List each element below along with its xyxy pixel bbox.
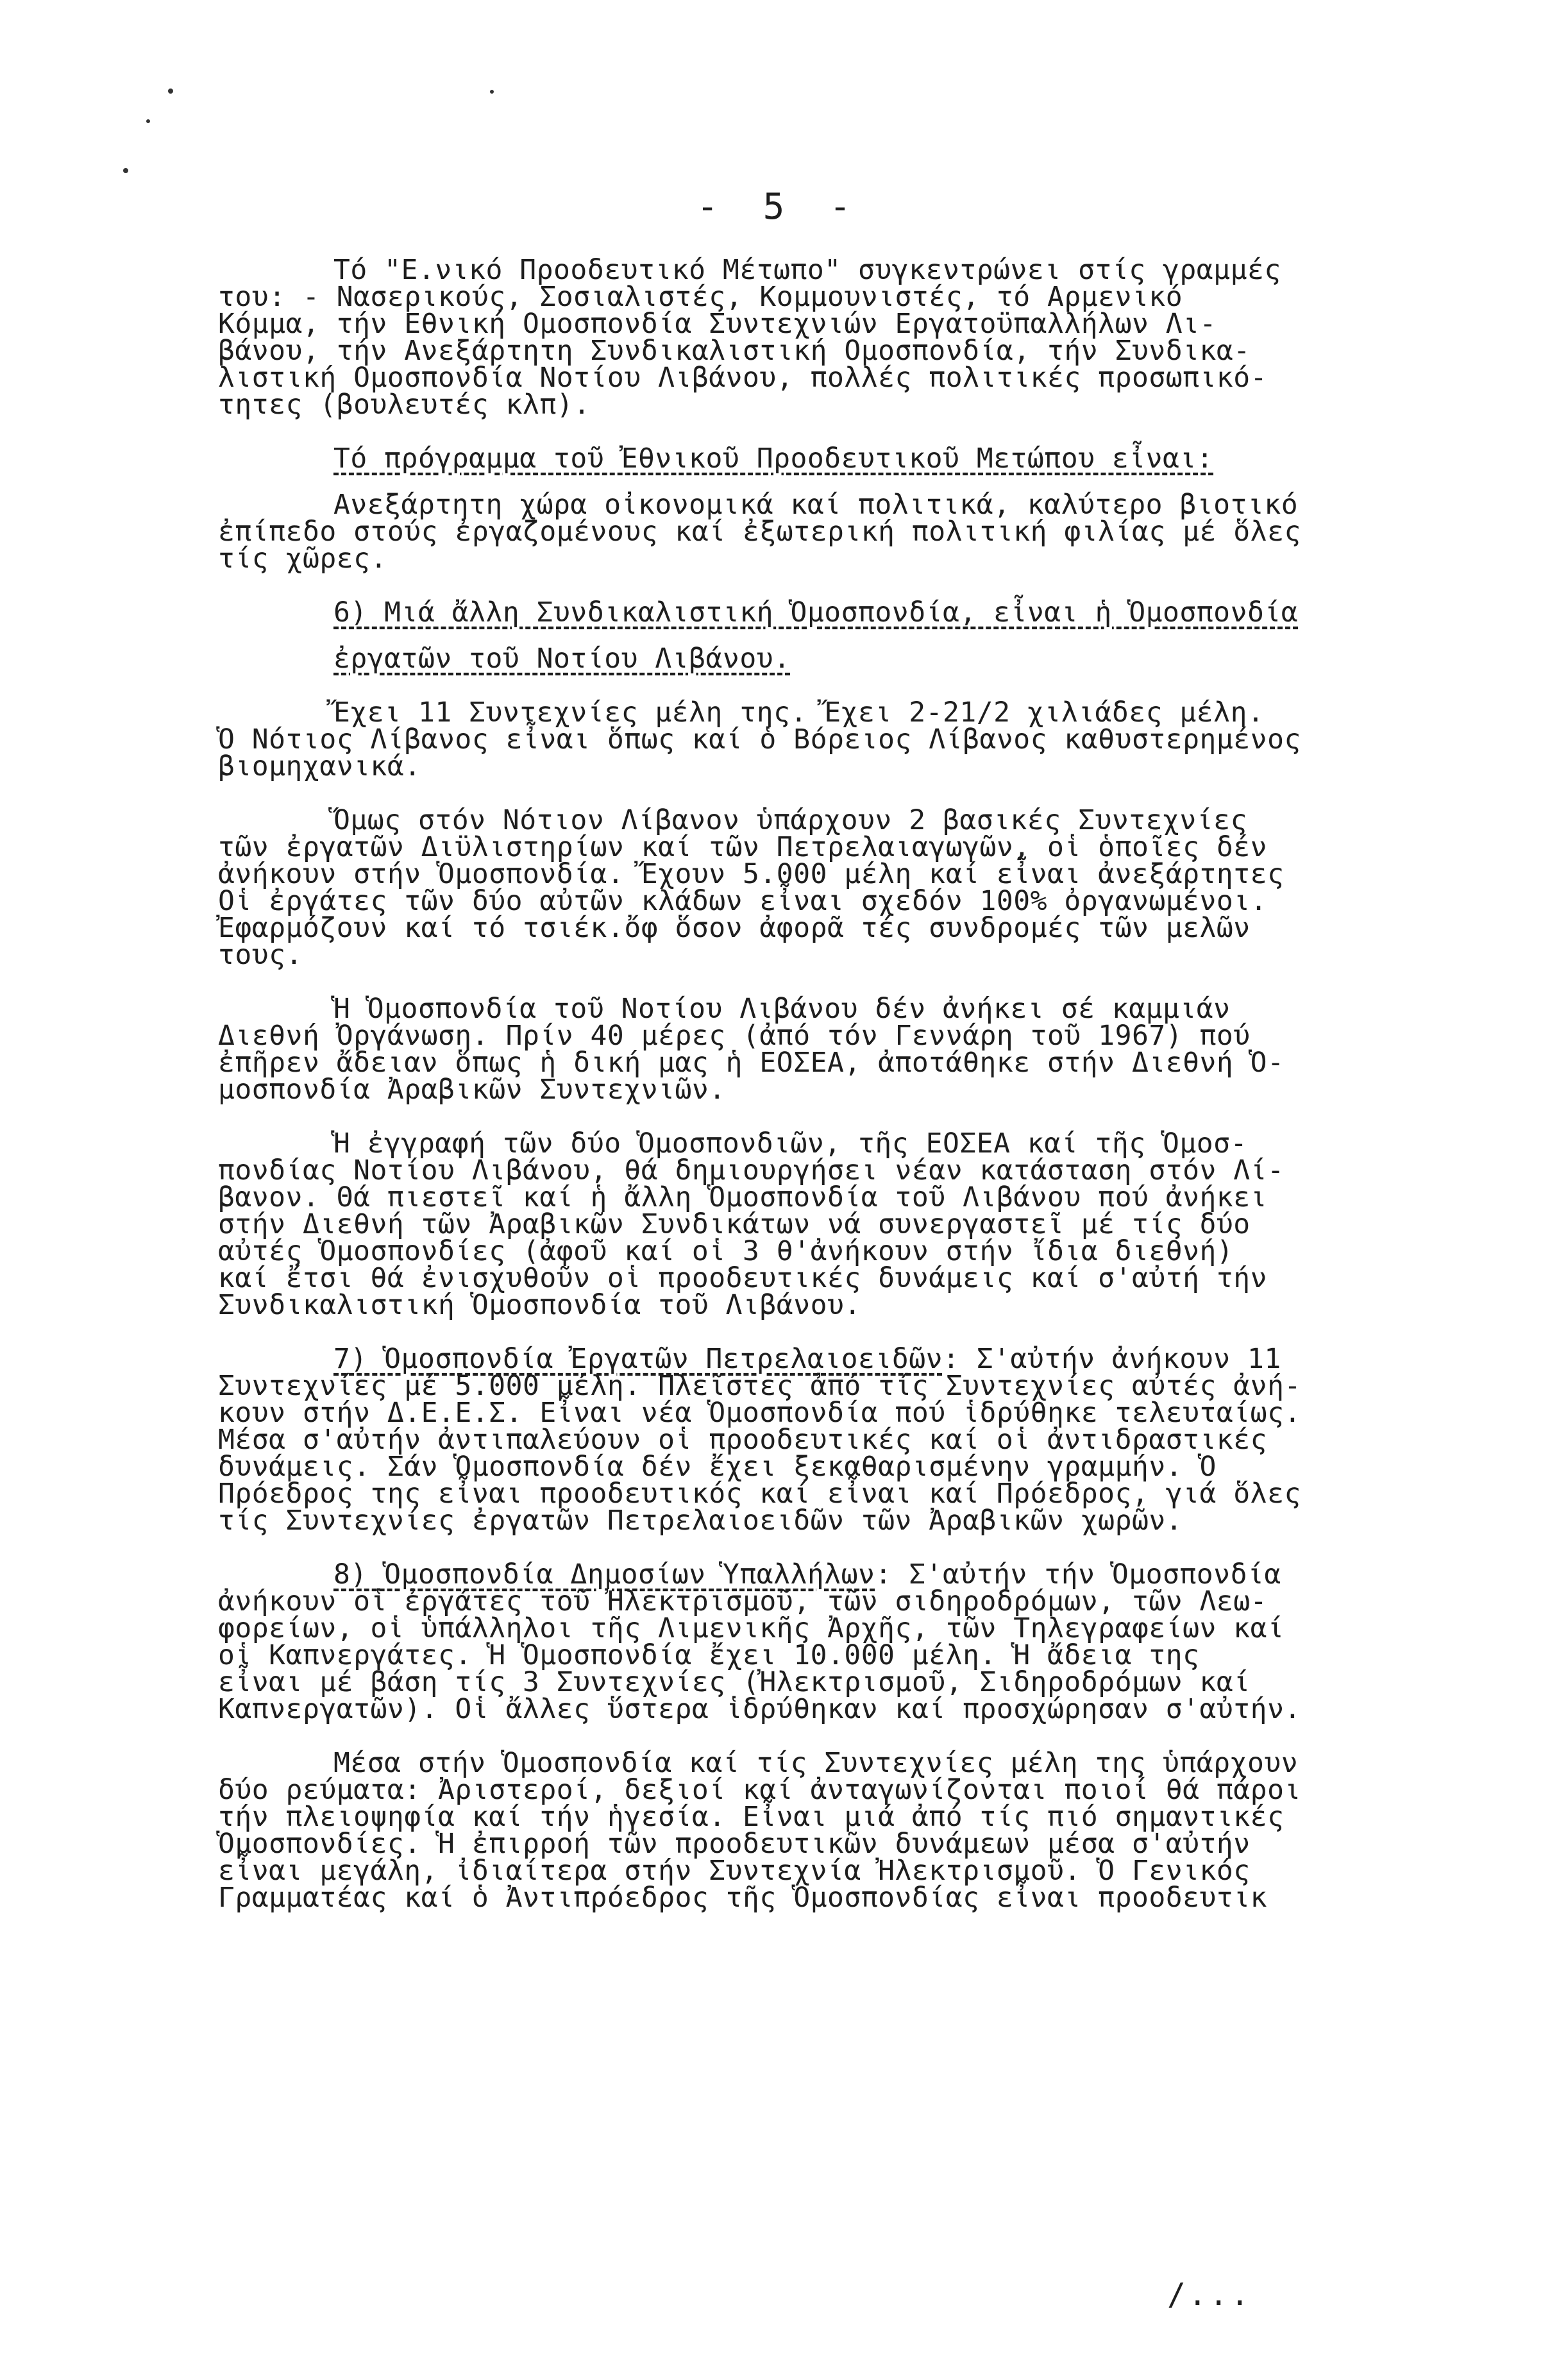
paragraph-section-7 [218, 1343, 1494, 1537]
text-line: καί ἔτσι θά ἐνισχυθοῦν οἱ προοδευτικές δυνάμεις καί σ'αὐτή τήν [218, 1262, 1268, 1294]
text-line: ἀνήκουν στήν Ὁμοσπονδία. Ἔχουν 5.000 μέλη καί εἶναι ἀνεξάρτητες [218, 858, 1285, 890]
ink-speck [490, 90, 494, 94]
text-line: αὐτές Ὁμοσπονδίες (ἀφοῦ καί οἱ 3 θ'ἀνήκουν στήν ἴδια διεθνή) [218, 1235, 1234, 1267]
text-line: μοσπονδία Ἀραβικῶν Συντεχνιῶν. [218, 1074, 726, 1106]
text-line: Καπνεργατῶν). Οἱ ἄλλες ὕστερα ἱδρύθηκαν καί προσχώρησαν σ'αὐτήν. [218, 1693, 1301, 1725]
text-line: Ἡ Ὁμοσπονδία τοῦ Νοτίου Λιβάνου δέν ἀνήκει σέ καμμιάν [333, 993, 1231, 1025]
text-line: τίς Συντεχνίες ἐργατῶν Πετρελαιοειδῶν τῶν Ἀραβικῶν χωρῶν. [218, 1505, 1183, 1537]
text-line: Συνδικαλιστική Ὁμοσπονδία τοῦ Λιβάνου. [218, 1289, 861, 1321]
paragraph-members [218, 696, 1494, 782]
text-line: Οἱ ἐργάτες τῶν δύο αὐτῶν κλάδων εἶναι σχεδόν 100% ὀργανωμένοι. [218, 885, 1268, 917]
page-number: - 5 - [696, 186, 863, 228]
text-line: Μέσα σ'αὐτήν ἀντιπαλεύουν οἱ προοδευτικές καί οἱ ἀντιδραστικές [218, 1424, 1268, 1456]
text-line: τῶν ἐργατῶν Διϋλιστηρίων καί τῶν Πετρελαιαγωγῶν, οἱ ὁποῖες δέν [218, 831, 1268, 863]
paragraph-federation [218, 993, 1494, 1106]
text-line: τητες (βουλευτές κλπ). [218, 389, 591, 421]
text-line: φορείων, οἱ ὑπάλληλοι τῆς Λιμενικῆς Ἀρχῆς, τῶν Τηλεγραφείων καί [218, 1612, 1285, 1644]
text-line: Ἡ ἐγγραφή τῶν δύο Ὁμοσπονδιῶν, τῆς ΕΟΣΕΑ καί τῆς Ὁμοσ- [333, 1127, 1247, 1160]
paragraph-program [218, 443, 1494, 575]
text-line: ἐπίπεδο στούς ἐργαζομένους καί ἐξωτερική πολιτική φιλίας μέ ὅλες [218, 516, 1301, 548]
text-line: ἀνήκουν οἱ ἐργάτες τοῦ Ἠλεκτρισμοῦ, τῶν σιδηροδρόμων, τῶν Λεω- [218, 1585, 1268, 1617]
paragraph-registration [218, 1127, 1494, 1321]
text-line: τήν πλειοψηφία καί τήν ἡγεσία. Εἶναι μιά ἀπό τίς πιό σημαντικές [218, 1801, 1285, 1833]
text-line: κουν στήν Δ.Ε.Ε.Σ. Εἶναι νέα Ὁμοσπονδία πού ἱδρύθηκε τελευταίως. [218, 1397, 1301, 1429]
text-line: βάνου, τήν Ανεξάρτητη Συνδικαλιστική Ομοσπονδία, τήν Συνδικα- [218, 335, 1251, 367]
section-heading: 8) Ὁμοσπονδία Δημοσίων Ὑπαλλήλων [333, 1558, 875, 1591]
text-line: στήν Διεθνή τῶν Ἀραβικῶν Συνδικάτων νά συνεργαστεῖ μέ τίς δύο [218, 1208, 1251, 1240]
text-line: τους. [218, 939, 303, 971]
text-line: Ἔχει 11 Συντεχνίες μέλη της. Ἔχει 2-21/2 χιλιάδες μέλη. [333, 696, 1265, 729]
text-line: Μέσα στήν Ὁμοσπονδία καί τίς Συντεχνίες μέλη της ὑπάρχουν [333, 1747, 1299, 1779]
text-line: Ὅμως στόν Νότιον Λίβανον ὑπάρχουν 2 βασικές Συντεχνίες [333, 804, 1247, 836]
section-heading: Τό πρόγραμμα τοῦ Ἐθνικοῦ Προοδευτικοῦ Μετώπου εἶναι: [333, 443, 1214, 475]
text-line: βανον. Θά πιεστεῖ καί ἡ ἄλλη Ὁμοσπονδία τοῦ Λιβάνου πού ἀνήκει [218, 1181, 1268, 1213]
document-body [218, 254, 1494, 1938]
text-line: οἱ Καπνεργάτες. Ἡ Ὁμοσπονδία ἔχει 10.000 μέλη. Ἡ ἄδεια της [218, 1639, 1200, 1671]
text-line: Πρόεδρος της εἶναι προοδευτικός καί εἶναι καί Πρόεδρος, γιά ὅλες [218, 1478, 1301, 1510]
text-line: πονδίας Νοτίου Λιβάνου, θά δημιουργήσει νέαν κατάσταση στόν Λί- [218, 1154, 1285, 1186]
paragraph-section-8 [218, 1558, 1494, 1725]
text-line: τίς χῶρες. [218, 543, 387, 575]
section-subheading: ἐργατῶν τοῦ Νοτίου Λιβάνου. [333, 643, 791, 675]
text-line: Ὁμοσπονδίες. Ἡ ἐπιρροή τῶν προοδευτικῶν δυνάμεων μέσα σ'αὐτήν [218, 1828, 1251, 1860]
text-line: Ἐφαρμόζουν καί τό τσιέκ.ὄφ ὅσον ἀφορᾶ τές συνδρομές τῶν μελῶν [218, 912, 1251, 944]
section-heading: 7) Ὁμοσπονδία Ἐργατῶν Πετρελαιοειδῶν [333, 1343, 943, 1375]
ink-speck [123, 168, 128, 173]
text-line: Διεθνή Ὀργάνωση. Πρίν 40 μέρες (ἀπό τόν Γεννάρη τοῦ 1967) πού [218, 1020, 1251, 1052]
paragraph-currents [218, 1747, 1494, 1914]
text-line: δύο ρεύματα: Ἀριστεροί, δεξιοί καί ἀνταγωνίζονται ποιοί θά πάροι [218, 1774, 1301, 1806]
ink-speck [146, 119, 150, 123]
paragraph-front [218, 254, 1494, 421]
text-line [218, 1343, 1494, 1375]
ink-speck [168, 89, 173, 94]
paragraph-south-lebanon [218, 804, 1494, 971]
text-line [218, 1558, 1494, 1591]
text-line: Κόμμα, τήν Εθνική Ομοσπονδία Συντεχνιών Εργατοϋπαλλήλων Λι- [218, 308, 1217, 340]
text-line: Συντεχνίες μέ 5.000 μέλη. Πλεῖστες ἀπό τίς Συντεχνίες αὐτές ἀνή- [218, 1370, 1301, 1402]
text-line: εἶναι μέ βάση τίς 3 Συντεχνίες (Ἠλεκτρισμοῦ, Σιδηροδρόμων καί [218, 1666, 1251, 1698]
text-line: του: - Νασερικούς, Σοσιαλιστές, Κομμουνιστές, τό Αρμενικό [218, 281, 1183, 313]
paragraph-section-6 [218, 596, 1494, 675]
text-line: λιστική Ομοσπονδία Νοτίου Λιβάνου, πολλές πολιτικές προσωπικό- [218, 362, 1268, 394]
text-line: εἶναι μεγάλη, ἰδιαίτερα στήν Συντεχνία Ἠλεκτρισμοῦ. Ὁ Γενικός [218, 1855, 1251, 1887]
text-fragment: : Σ'αὐτήν τήν Ὁμοσπονδία [875, 1558, 1281, 1591]
text-line: βιομηχανικά. [218, 750, 421, 782]
continuation-mark: /... [1167, 2277, 1252, 2313]
text-line: Τό "Ε.νικό Προοδευτικό Μέτωπο" συγκεντρώνει στίς γραμμές [333, 254, 1281, 286]
text-line: Ανεξάρτητη χώρα οἰκονομικά καί πολιτικά, καλύτερο βιοτικό [333, 489, 1299, 521]
text-line: Γραμματέας καί ὁ Ἀντιπρόεδρος τῆς Ὁμοσπονδίας εἶναι προοδευτικ [218, 1882, 1268, 1914]
text-line: ἐπῆρεν ἄδειαν ὅπως ἡ δική μας ἡ ΕΟΣΕΑ, ἀποτάθηκε στήν Διεθνή Ὁ- [218, 1047, 1285, 1079]
section-heading: 6) Μιά ἄλλη Συνδικαλιστική Ὁμοσπονδία, εἶναι ἡ Ὁμοσπονδία [333, 596, 1299, 629]
text-line: δυνάμεις. Σάν Ὁμοσπονδία δέν ἔχει ξεκαθαρισμένην γραμμήν. Ὁ [218, 1451, 1217, 1483]
text-fragment: : Σ'αὐτήν ἀνήκουν 11 [942, 1343, 1281, 1375]
text-line: Ὁ Νότιος Λίβανος εἶναι ὅπως καί ὁ Βόρειος Λίβανος καθυστερημένος [218, 723, 1301, 755]
